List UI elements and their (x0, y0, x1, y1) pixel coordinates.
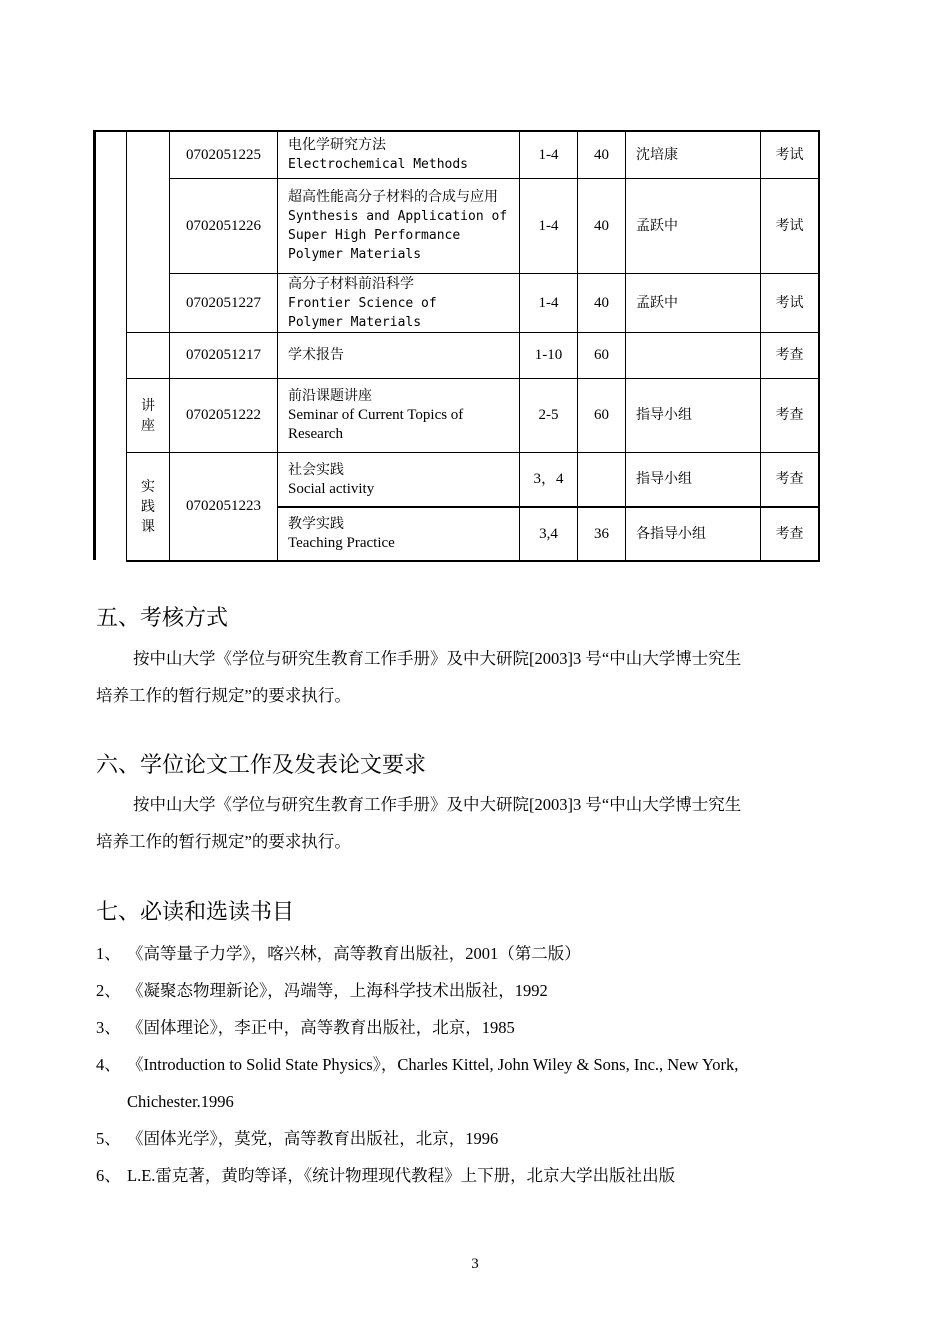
teacher: 沈培康 (636, 146, 678, 163)
section-heading-assessment: 五、考核方式 (96, 606, 229, 631)
exam-type: 考查 (775, 347, 804, 363)
hours: 40 (594, 146, 609, 163)
list-item-continuation: Chichester.1996 (127, 1092, 234, 1111)
teacher: 孟跃中 (636, 217, 678, 234)
hours: 36 (594, 525, 609, 542)
section-body-thesis (96, 786, 866, 860)
course-name-en: Electrochemical Methods (288, 157, 469, 172)
course-name-en: Frontier Science of Polymer Materials (288, 295, 437, 330)
hours: 40 (594, 294, 609, 311)
category-practice (127, 453, 169, 560)
course-name (278, 179, 510, 273)
semester: 1-4 (538, 294, 559, 311)
course-name (278, 453, 519, 506)
course-name (278, 508, 519, 560)
course-code: 0702051223 (186, 498, 261, 514)
course-name-zh: 社会实践 (288, 461, 344, 478)
category-char: 讲 (141, 397, 155, 414)
list-item: 6、 L.E.雷克著，黄昀等译，《统计物理现代教程》上下册，北京大学出版社出版 (96, 1166, 676, 1185)
teacher: 孟跃中 (636, 294, 678, 311)
course-code: 0702051217 (186, 347, 261, 363)
teacher: 指导小组 (636, 471, 692, 487)
paragraph-line: 培养工作的暂行规定”的要求执行。 (96, 686, 351, 705)
table-border-right (818, 130, 820, 562)
course-name-en: Teaching Practice (288, 535, 395, 551)
reading-list (96, 935, 876, 1194)
course-name-zh: 高分子材料前沿科学 (288, 275, 414, 292)
course-name-en: Synthesis and Application of Super High Performance Polymer Materials (288, 209, 508, 262)
category-lecture (127, 379, 169, 452)
teacher: 各指导小组 (636, 525, 706, 542)
semester: 2-5 (538, 407, 559, 423)
course-name-zh: 超高性能高分子材料的合成与应用 (288, 189, 498, 205)
teacher (626, 333, 760, 378)
section-heading-reading-list: 七、必读和选读书目 (96, 900, 295, 925)
teacher: 指导小组 (636, 407, 692, 423)
table-border-left (93, 130, 96, 560)
semester: 3，4 (533, 471, 564, 487)
course-name-zh: 前沿课题讲座 (288, 388, 372, 404)
course-name-zh: 教学实践 (288, 516, 344, 532)
course-name (278, 132, 519, 178)
exam-type: 考查 (775, 525, 804, 542)
hours: 60 (594, 407, 609, 423)
hours: 40 (594, 217, 609, 234)
paragraph-line: 培养工作的暂行规定”的要求执行。 (96, 832, 351, 851)
paragraph-line: 按中山大学《学位与研究生教育工作手册》及中大研院[2003]3 号“中山大学博士究生 (133, 649, 742, 668)
list-item: 1、 《高等量子力学》，喀兴林，高等教育出版社，2001（第二版） (96, 944, 581, 963)
hours: 60 (594, 347, 609, 363)
table-border-bottom (126, 560, 820, 562)
semester: 1-10 (534, 347, 563, 363)
list-item: 4、 《Introduction to Solid State Physics》，Charles Kittel, John Wiley & Sons, Inc., New York, Chichester.1996 (96, 1046, 876, 1120)
paragraph-line: 按中山大学《学位与研究生教育工作手册》及中大研院[2003]3 号“中山大学博士究生 (133, 795, 742, 814)
course-code: 0702051222 (186, 407, 261, 423)
course-name-zh: 电化学研究方法 (288, 137, 386, 153)
exam-type: 考查 (775, 407, 804, 423)
hours (578, 453, 625, 506)
category-char: 座 (141, 417, 155, 434)
section-body-assessment (96, 640, 866, 714)
course-name-en: Seminar of Current Topics of Research (288, 407, 464, 442)
course-code: 0702051226 (186, 217, 261, 234)
section-heading-thesis: 六、学位论文工作及发表论文要求 (96, 753, 427, 778)
exam-type: 考试 (775, 146, 804, 163)
course-code: 0702051227 (186, 294, 261, 311)
semester: 3,4 (539, 525, 558, 542)
course-name-en: Social activity (288, 480, 375, 497)
list-item: 5、 《固体光学》，莫党，高等教育出版社，北京，1996 (96, 1129, 499, 1148)
exam-type: 考试 (775, 217, 804, 234)
course-name (278, 274, 498, 332)
exam-type: 考试 (775, 294, 804, 311)
course-name (278, 379, 498, 452)
category-char: 课 (141, 518, 155, 535)
category-char: 践 (141, 498, 155, 515)
exam-type: 考查 (775, 471, 804, 487)
category-char: 实 (141, 478, 155, 495)
list-item: 2、 《凝聚态物理新论》，冯端等，上海科学技术出版社，1992 (96, 981, 548, 1000)
page-number: 3 (471, 1256, 479, 1272)
list-item: 3、 《固体理论》，李正中，高等教育出版社，北京，1985 (96, 1018, 515, 1037)
semester: 1-4 (538, 146, 559, 163)
semester: 1-4 (538, 217, 559, 234)
course-name-zh: 学术报告 (288, 347, 344, 363)
course-code: 0702051225 (186, 146, 261, 163)
